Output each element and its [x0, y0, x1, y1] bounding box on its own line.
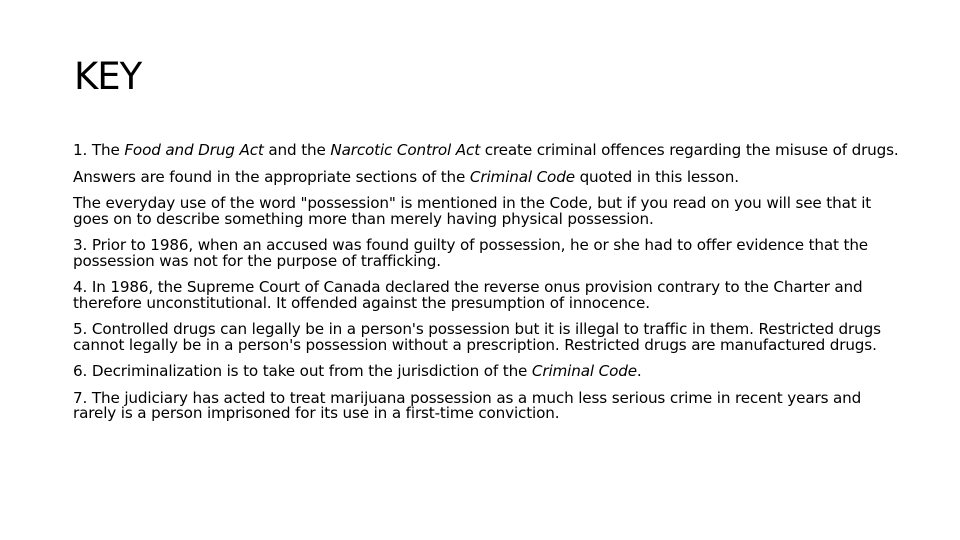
paragraph	[73, 238, 903, 269]
slide-body	[73, 143, 903, 433]
slide-title: KEY	[74, 55, 142, 98]
text-run: and the	[263, 141, 331, 159]
text-run: 5. Controlled drugs can legally be in a person's possession but it is illegal to traffic in them. Restricted drugs cannot legally be in a person's possession without a prescription. Restricted drugs are manufactured drugs.	[73, 320, 881, 354]
text-run: quoted in this lesson.	[574, 167, 739, 186]
paragraph	[73, 167, 903, 186]
italic-text-run: Criminal Code	[531, 362, 637, 380]
paragraph	[73, 364, 903, 380]
paragraph	[73, 388, 903, 422]
paragraph	[73, 196, 903, 227]
text-run: Answers are found in the appropriate sections of the	[73, 167, 470, 186]
text-run: create criminal offences regarding the misuse of drugs.	[480, 141, 899, 159]
text-run: 7. The judiciary has acted to treat marijuana possession as a much less serious crime in recent years and rarely is a person imprisoned for its use in a first-time conviction.	[73, 388, 862, 422]
text-run: .	[636, 362, 642, 380]
italic-text-run: Narcotic Control Act	[330, 141, 481, 159]
text-run: 6. Decriminalization is to take out from the jurisdiction of the	[73, 362, 532, 380]
paragraph	[73, 322, 903, 353]
italic-text-run: Food and Drug Act	[124, 141, 264, 159]
text-run: 1. The	[73, 141, 125, 159]
text-run: 3. Prior to 1986, when an accused was found guilty of possession, he or she had to offer evidence that the possession was not for the purpose of trafficking.	[73, 236, 868, 270]
text-run: 4. In 1986, the Supreme Court of Canada declared the reverse onus provision contrary to the Charter and therefore unconstitutional. It offended against the presumption of innocence.	[73, 278, 863, 312]
italic-text-run: Criminal Code	[469, 167, 575, 186]
paragraph	[73, 280, 903, 311]
text-run: The everyday use of the word "possession" is mentioned in the Code, but if you read on you will see that it goes on to describe something more than merely having physical possession.	[73, 194, 872, 228]
paragraph	[73, 143, 903, 159]
